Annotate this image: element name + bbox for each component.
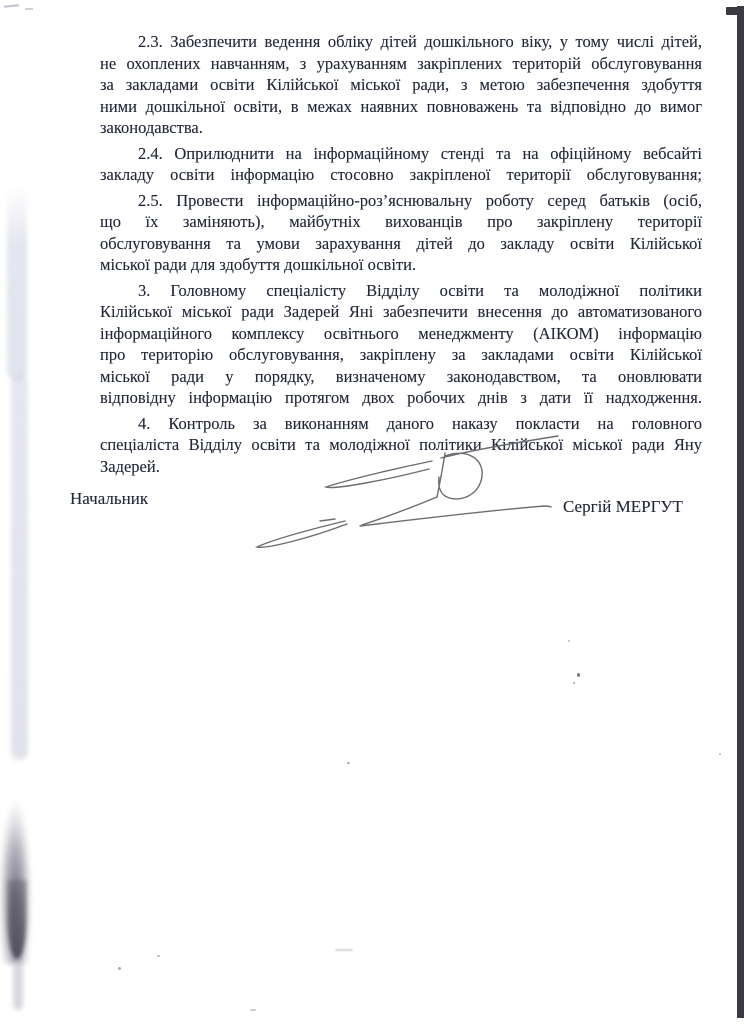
scan-speck (250, 1009, 256, 1011)
scan-edge-strip-cap (726, 7, 744, 15)
document-line: 2.3. Забезпечити ведення обліку дітей дошкільного віку, у тому числі дітей, (138, 32, 702, 51)
document-line: спеціаліста Відділу освіти та молодіжної політики Кілійської міської ради Яну (100, 435, 702, 454)
scan-speck (577, 673, 580, 677)
scan-smudge (8, 880, 26, 960)
document-text-block (100, 31, 702, 481)
document-line: 2.5. Провести інформаційно-роз’яснювальну роботу серед батьків (осіб, (138, 190, 702, 210)
scan-smudge (7, 186, 27, 381)
signature-stroke (437, 453, 482, 499)
signature-stroke (326, 461, 432, 488)
document-line: 4. Контроль за виконанням даного наказу покласти на головного (138, 413, 702, 433)
document-line: закладу освіти інформацію стосовно закріпленої території обслуговування; (100, 165, 702, 184)
paragraph-2-3 (100, 31, 702, 139)
scan-speck (568, 640, 570, 642)
document-line: що їх заміняють), майбутніх вихованців про закріплену території (100, 212, 702, 231)
scan-edge-strip (737, 6, 744, 1018)
paragraph-2-4 (100, 143, 702, 186)
scan-speck (157, 955, 160, 957)
scan-speck (347, 762, 350, 764)
scan-speck (719, 753, 721, 755)
document-line: відповідну інформацію протягом двох робочих днів з дати її надходження. (100, 388, 702, 407)
signature-stroke (320, 519, 335, 521)
handwritten-signature (248, 428, 568, 568)
signer-title: Начальник (70, 489, 149, 508)
document-line: обслуговування та умови зарахування дітей до закладу освіти Кілійської (100, 233, 702, 253)
scan-speck (335, 949, 353, 951)
signature-stroke (441, 436, 558, 458)
document-line: 2.4. Оприлюднити на інформаційному стенді та на офіційному вебсайті (138, 143, 702, 163)
document-line: 3. Головному спеціалісту Відділу освіти та молодіжної політики (138, 280, 702, 300)
paragraph-2-5 (100, 190, 702, 276)
document-line: ними дошкільної освіти, в межах наявних повноважень та відповідно до вимог (100, 96, 702, 116)
paragraph-3 (100, 280, 702, 409)
document-line: міської ради у порядку, визначеному законодавством, та оновлювати (100, 366, 702, 386)
document-line: про територію обслуговування, закріплену за закладами освіти Кілійської (100, 345, 702, 364)
signer-name: Сергій МЕРГУТ (563, 497, 683, 516)
scan-mark (4, 4, 19, 8)
scan-speck (573, 682, 575, 684)
document-line: законодавства. (100, 118, 203, 137)
scan-mark (25, 8, 33, 10)
document-line: Кілійської міської ради Задерей Яні забезпечити внесення до автоматизованого (100, 302, 702, 321)
document-line: не охоплених навчанням, з урахуванням закріплених територій обслуговування (100, 53, 702, 73)
scan-speck (118, 967, 121, 970)
document-line: інформаційного комплексу освітнього менеджменту (АІКОМ) інформацію (100, 323, 702, 343)
signature-stroke (257, 521, 347, 547)
scan-smudge (11, 375, 28, 760)
document-line: за закладами освіти Кілійської міської ради, з метою забезпечення здобуття (100, 75, 702, 94)
document-line: міської ради для здобуття дошкільної освіти. (100, 255, 417, 274)
document-line: Задерей. (100, 456, 160, 476)
scan-smudge (13, 958, 23, 1010)
